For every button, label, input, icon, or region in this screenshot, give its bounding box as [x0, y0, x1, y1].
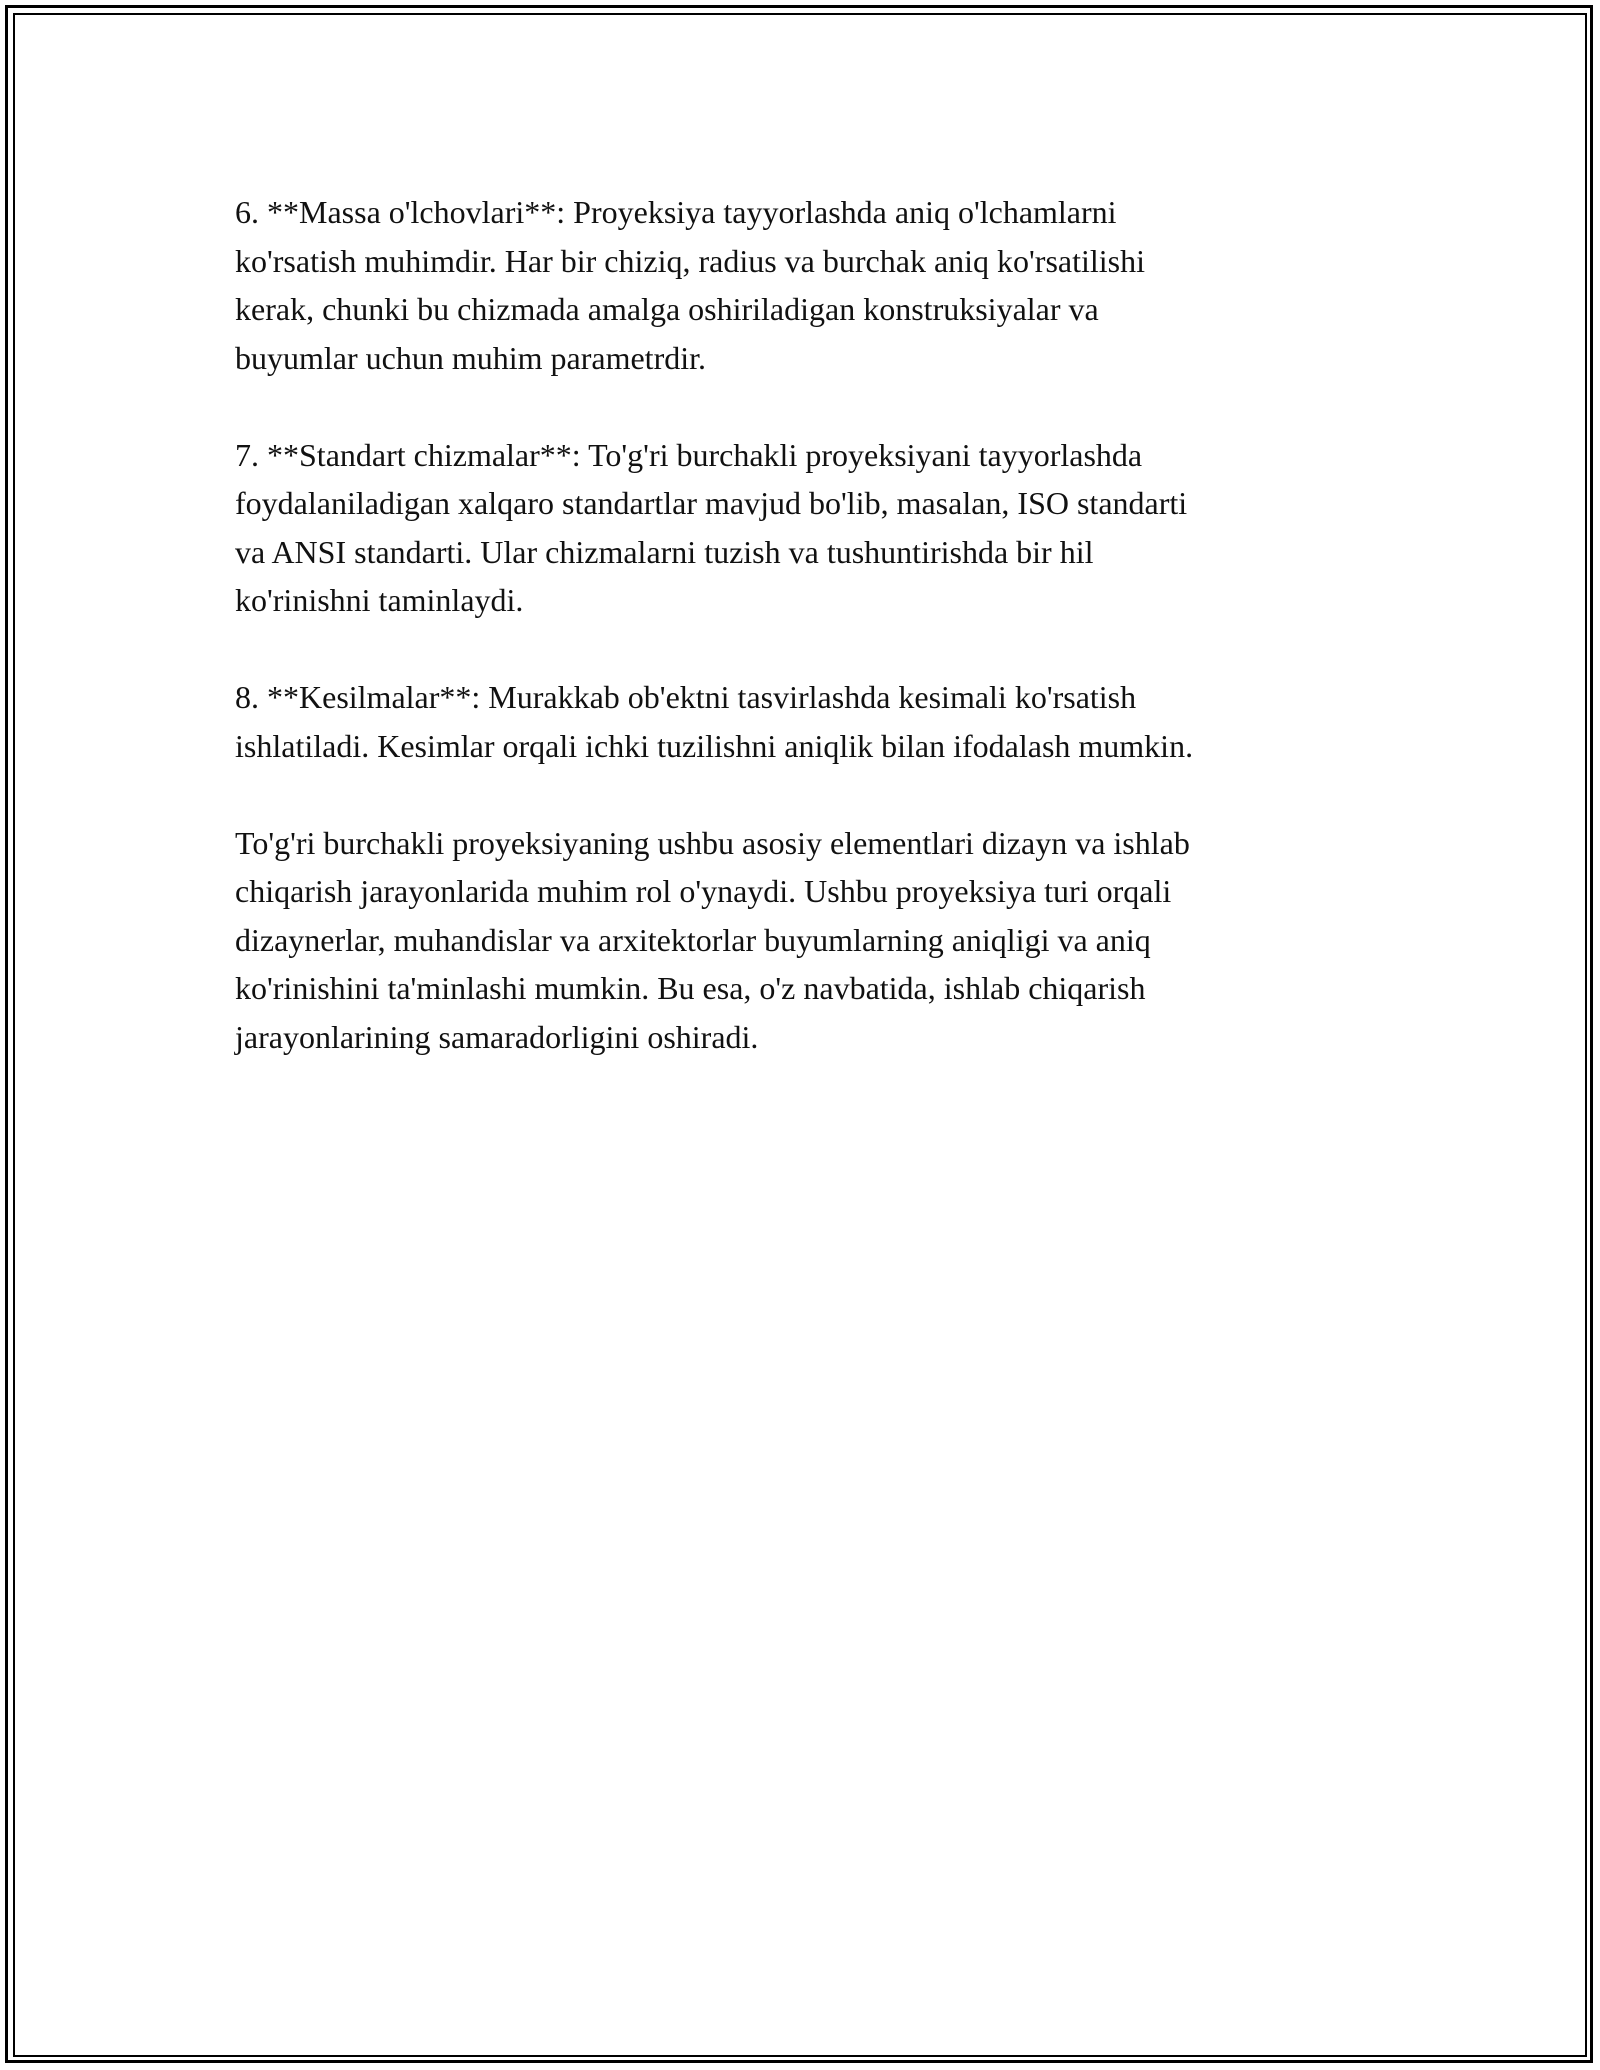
paragraph-mass-measurements: 6. **Massa o'lchovlari**: Proyeksiya tayyorlashda aniq o'lchamlarni ko'rsatish muhimdir. Har bir chiziq, radius va burchak aniq ko'rsatilishi kerak, chunki bu chizmada amalga oshiriladigan konstruksiyalar va buyumlar uchun muhim parametrdir. [235, 194, 1146, 376]
paragraph-sections: 8. **Kesilmalar**: Murakkab ob'ektni tasvirlashda kesimali ko'rsatish ishlatiladi. Kesimlar orqali ichki tuzilishni aniqlik bilan ifodalash mumkin. [235, 679, 1194, 764]
document-body [235, 188, 1375, 1110]
paragraph-conclusion: To'g'ri burchakli proyeksiyaning ushbu asosiy elementlari dizayn va ishlab chiqarish jarayonlarida muhim rol o'ynaydi. Ushbu proyeksiya turi orqali dizaynerlar, muhandislar va arxitektorlar buyumlarning aniqligi va aniq ko'rinishini ta'minlashi mumkin. Bu esa, o'z navbatida, ishlab chiqarish jarayonlarining samaradorligini oshiradi. [235, 824, 1190, 1055]
paragraph-standard-drawings: 7. **Standart chizmalar**: To'g'ri burchakli proyeksiyani tayyorlashda foydalaniladigan xalqaro standartlar mavjud bo'lib, masalan, ISO standarti va ANSI standarti. Ular chizmalarni tuzish va tushuntirishda bir hil ko'rinishni taminlaydi. [235, 436, 1188, 618]
